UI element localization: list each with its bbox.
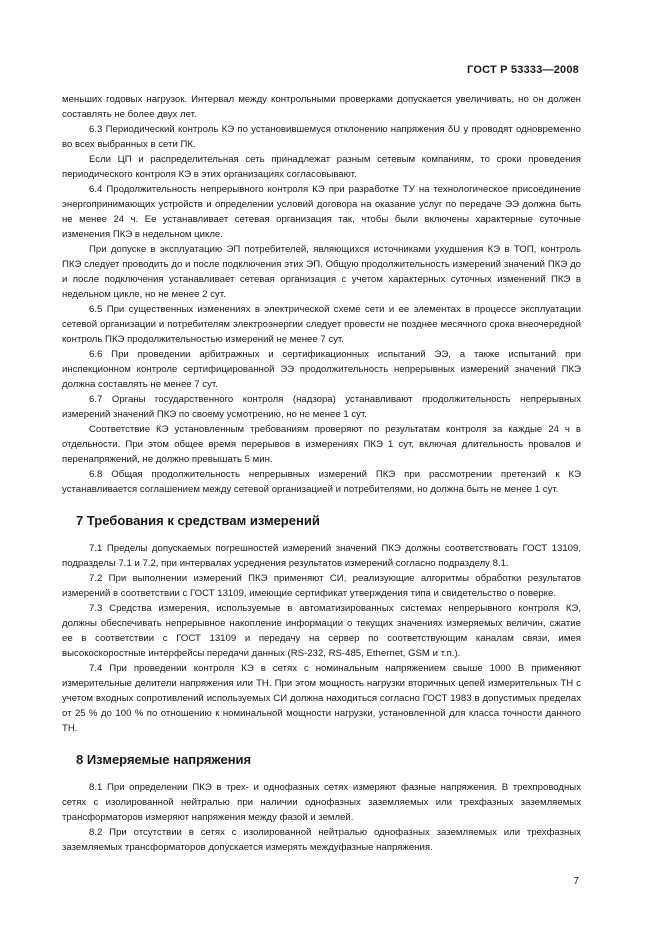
paragraph-6-4: 6.4 Продолжительность непрерывного контроля КЭ при разработке ТУ на технологическое присоединение энергопринимающих устройств и определении условий договора на оказание услуг по передаче ЭЭ должна быть не менее 24 ч. Ее устанавливает сетевая организация так, чтобы были включены характерные суточные изменения ПКЭ в недельном цикле. — [62, 184, 581, 240]
paragraph-6-3: 6.3 Периодический контроль КЭ по установившемуся отклонению напряжения δU у проводят одновременно во всех выбранных в сети ПК. — [62, 124, 581, 150]
paragraph-6-6: 6.6 При проведении арбитражных и сертификационных испытаний ЭЭ, а также испытаний при инспекционном контроле сертифицированной ЭЭ продолжительность непрерывных измерений значений ПКЭ должна составлять не менее 7 сут. — [62, 349, 581, 390]
document-standard-number: ГОСТ Р 53333—2008 — [467, 64, 579, 76]
paragraph-7-4: 7.4 При проведении контроля КЭ в сетях с номинальным напряжением свыше 1000 В применяют измерительные делители напряжения или ТН. При этом мощность нагрузки вторичных цепей измерительных ТН с учетом входных сопротивлений используемых СИ должна находиться согласно ГОСТ 1983 в допустимых пределах от 25 % до 100 % по отношению к номинальной мощности нагрузки, установленной для класса точности данного ТН. — [62, 663, 581, 734]
paragraph-continuation: меньших годовых нагрузок. Интервал между контрольными проверками допускается увеличивать, но он должен составлять не более двух лет. — [62, 94, 581, 120]
paragraph-6-8: 6.8 Общая продолжительность непрерывных измерений ПКЭ при рассмотрении претензий к КЭ устанавливается соглашением между сетевой организацией и потребителями, но должна быть не менее 1 сут. — [62, 469, 581, 495]
paragraph-6-4-note: При допуске в эксплуатацию ЭП потребителей, являющихся источниками ухудшения КЭ в ТОП, контроль ПКЭ следует проводить до и после подключения этих ЭП. Общую продолжительность измерений значений ПКЭ до и после подключения устанавливает сетевая организация с учетом характерных суточных изменений ПКЭ в недельном цикле, но не менее 2 сут. — [62, 244, 581, 300]
section-8-heading: 8 Измеряемые напряжения — [76, 752, 252, 767]
paragraph-6-7: 6.7 Органы государственного контроля (надзора) устанавливают продолжительность непрерывных измерений значений ПКЭ по своему усмотрению, но не менее 1 сут. — [62, 394, 581, 420]
paragraph-6-7-note: Соответствие КЭ установленным требованиям проверяют по результатам контроля за каждые 24 ч в отдельности. При этом общее время перерывов в измерениях ПКЭ 1 сут, включая длительность провалов и перенапряжений, не должно превышать 5 мин. — [62, 424, 581, 465]
page-number: 7 — [573, 876, 579, 887]
section-7-heading: 7 Требования к средствам измерений — [76, 513, 320, 528]
paragraph-7-1: 7.1 Пределы допускаемых погрешностей измерений значений ПКЭ должны соответствовать ГОСТ 13109, подразделы 7.1 и 7.2, при интервалах усреднения результатов измерений согласно подразделу 8.1. — [62, 543, 581, 569]
paragraph-7-2: 7.2 При выполнении измерений ПКЭ применяют СИ, реализующие алгоритмы обработки результатов измерений в соответствии с ГОСТ 13109, имеющие сертификат утверждения типа и свидетельство о поверке. — [62, 573, 581, 599]
paragraph-7-3: 7.3 Средства измерения, используемые в автоматизированных системах непрерывного контроля КЭ, должны обеспечивать непрерывное накопление информации о текущих значениях измеряемых величин, сжатие ее в соответствии с ГОСТ 13109 и передачу на сервер по соответствующим каналам связи, имея высокоскоростные интерфейсы передачи данных (RS-232, RS-485, Ethernet, GSM и т.п.). — [62, 603, 581, 659]
paragraph-8-2: 8.2 При отсутствии в сетях с изолированной нейтралью однофазных заземляемых или трехфазных заземляемых трансформаторов допускается измерять междуфазные напряжения. — [62, 827, 581, 853]
paragraph-6-5: 6.5 При существенных изменениях в электрической схеме сети и ее элементах в процессе эксплуатации сетевой организации и потребителям электроэнергии следует провести не позднее месячного срока внеочередной контроль ПКЭ продолжительностью измерений не менее 7 сут. — [62, 304, 581, 345]
paragraph-6-3-note: Если ЦП и распределительная сеть принадлежат разным сетевым компаниям, то сроки проведения периодического контроля КЭ в этих организациях согласовывают. — [62, 154, 581, 180]
paragraph-8-1: 8.1 При определении ПКЭ в трех- и однофазных сетях измеряют фазные напряжения. В трехпроводных сетях с изолированной нейтралью при наличии однофазных заземляемых или трехфазных заземляемых трансформаторов измеряют напряжения между фазой и землей. — [62, 782, 581, 823]
page-body — [62, 92, 581, 855]
